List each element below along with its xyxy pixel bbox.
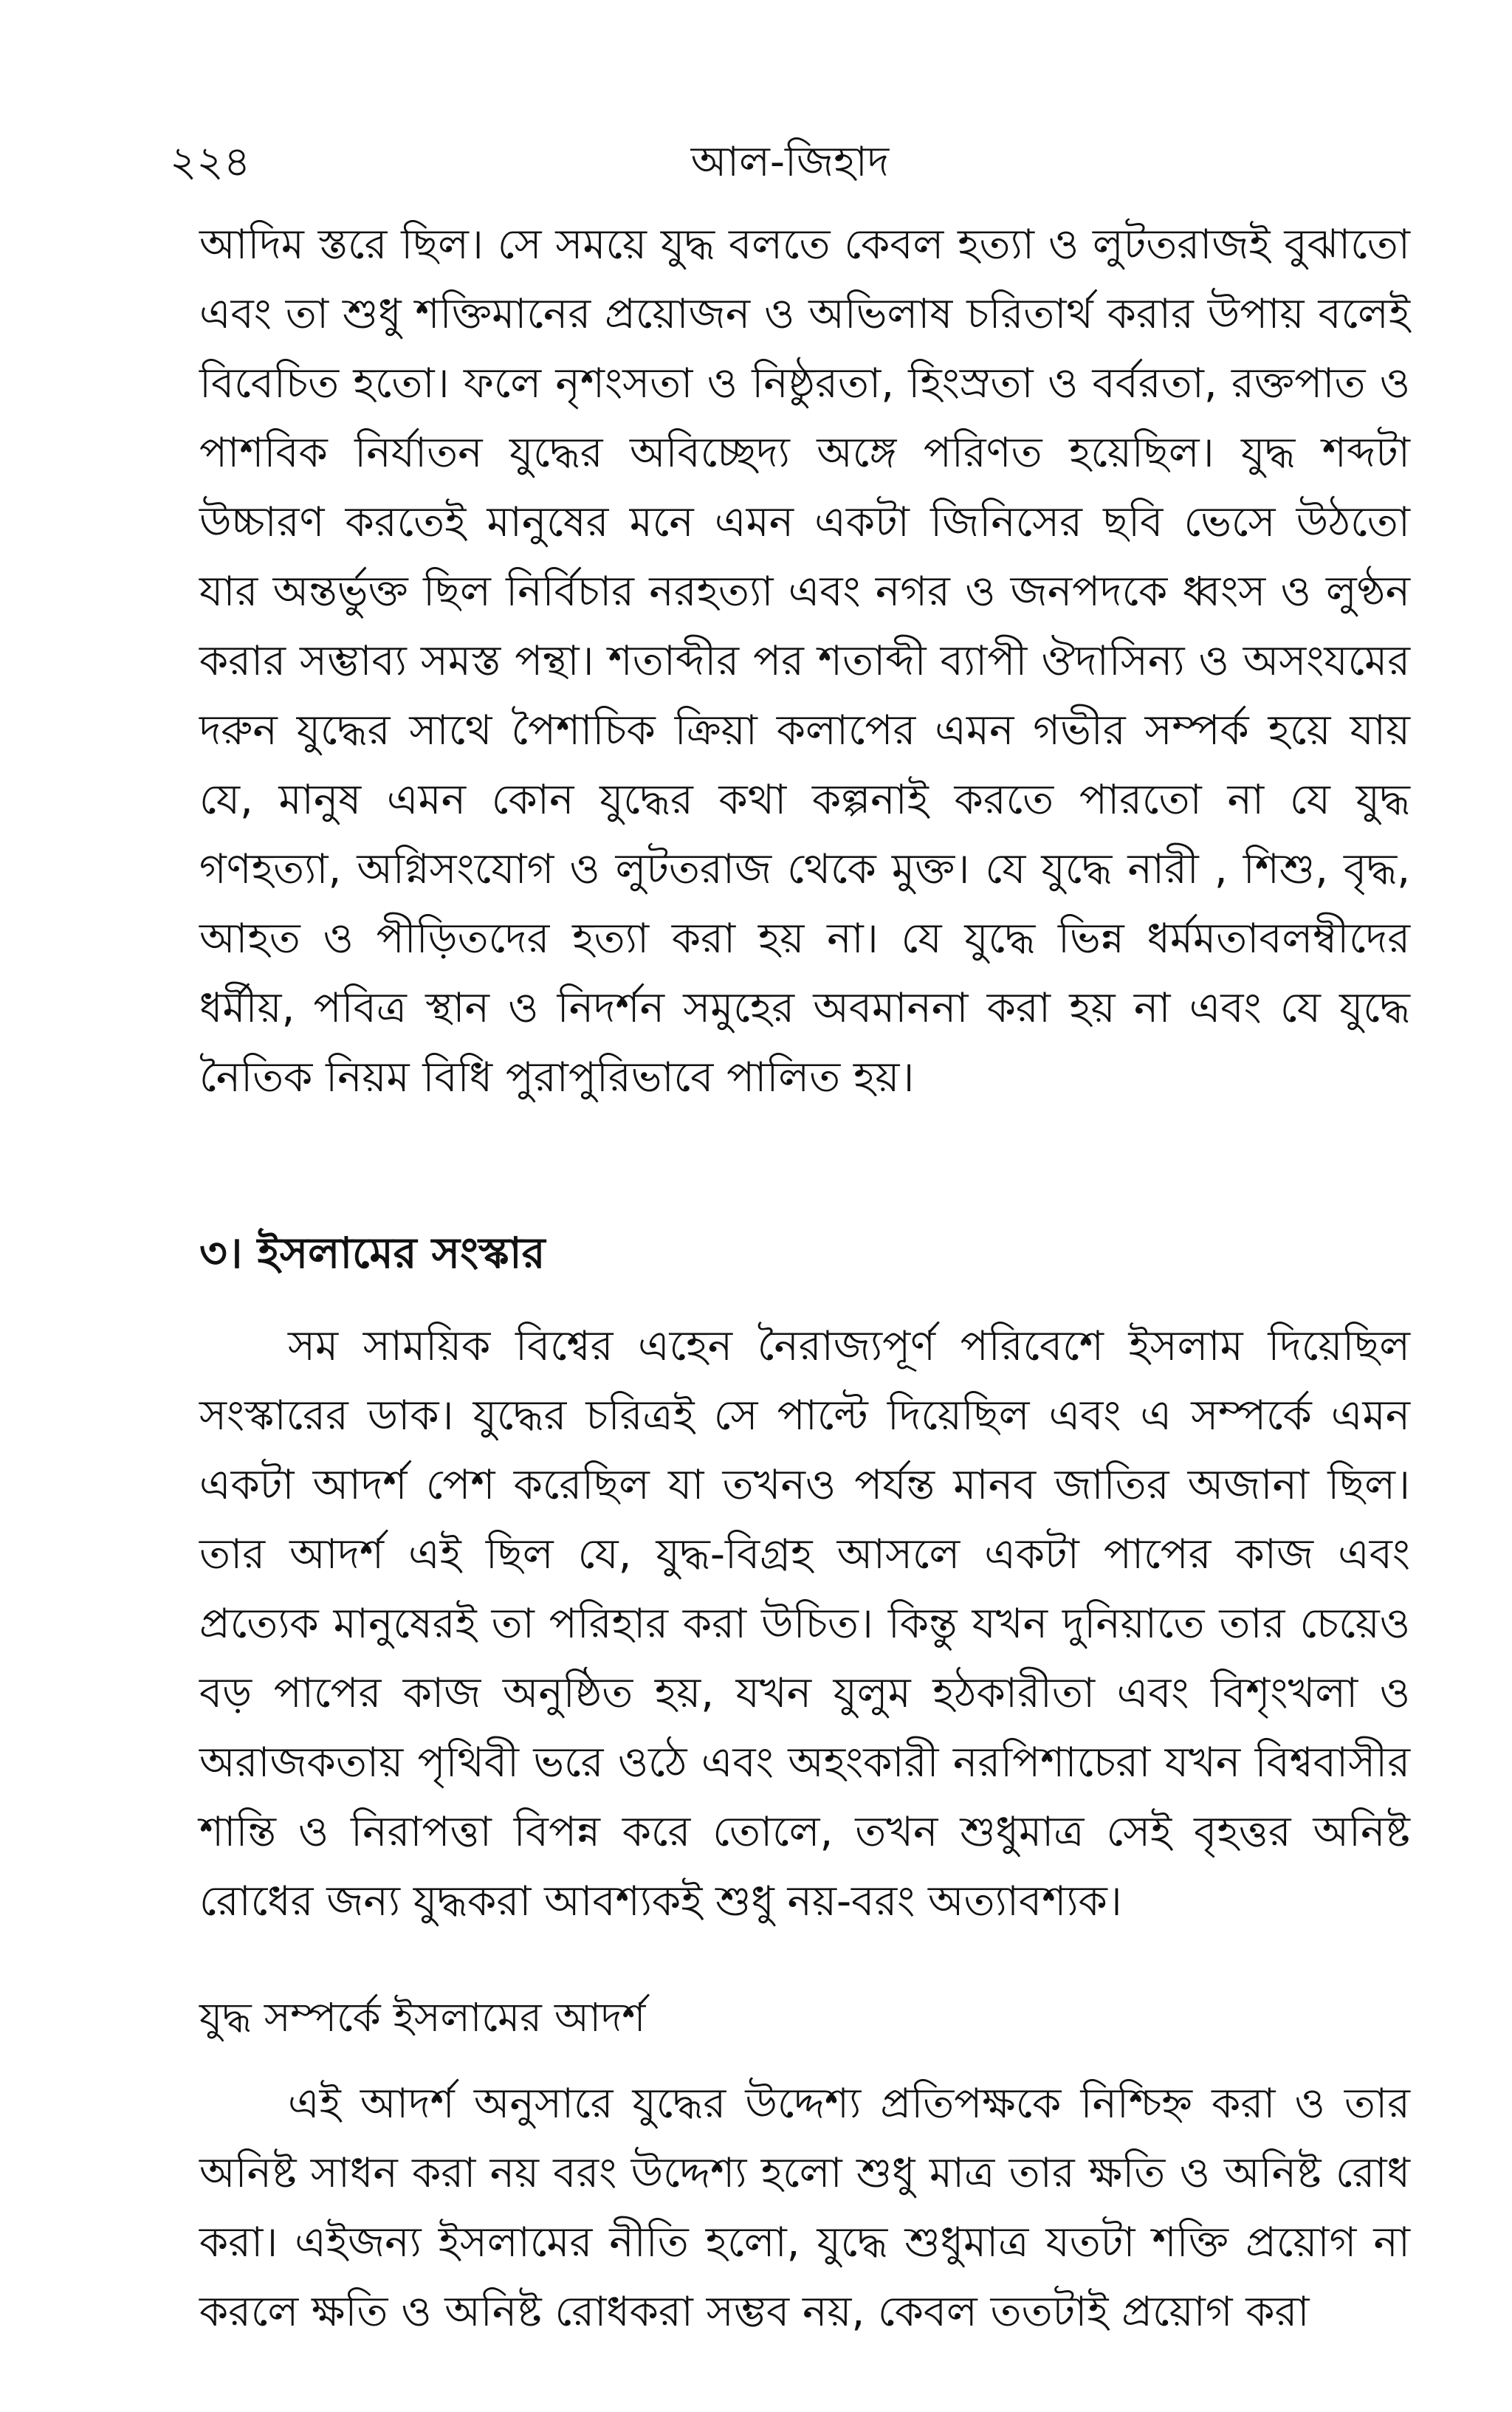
subheading-islamic-ideal-of-war: যুদ্ধ সম্পর্কে ইসলামের আদর্শ <box>199 1994 646 2041</box>
section-heading-islamic-reform: ৩। ইসলামের সংস্কার <box>199 1228 546 1278</box>
paragraph-1: আদিম স্তরে ছিল। সে সময়ে যুদ্ধ বলতে কেবল হত্যা ও লুটতরাজই বুঝাতো এবং তা শুধু শক্তিমানের প্রয়োজন ও অভিলাষ চরিতার্থ করার উপায় বলেই বিবেচিত হতো। ফলে নৃশংসতা ও নিষ্ঠুরতা, হিংস্রতা ও বর্বরতা, রক্তপাত ও পাশবিক নির্যাতন যুদ্ধের অবিচ্ছেদ্য অঙ্গে পরিণত হয়েছিল। যুদ্ধ শব্দটা উচ্চারণ করতেই মানুষের মনে এমন একটা জিনিসের ছবি ভেসে উঠতো যার অন্তর্ভুক্ত ছিল নির্বিচার নরহত্যা এবং নগর ও জনপদকে ধ্বংস ও লুণ্ঠন করার সম্ভাব্য সমস্ত পন্থা। শতাব্দীর পর শতাব্দী ব্যাপী ঔদাসিন্য ও অসংযমের দরুন যুদ্ধের সাথে পৈশাচিক ক্রিয়া কলাপের এমন গভীর সম্পর্ক হয়ে যায় যে, মানুষ এমন কোন যুদ্ধের কথা কল্পনাই করতে পারতো না যে যুদ্ধ গণহত্যা, অগ্নিসংযোগ ও লুটতরাজ থেকে মুক্ত। যে যুদ্ধে নারী , শিশু, বৃদ্ধ, আহত ও পীড়িতদের হত্যা করা হয় না। যে যুদ্ধে ভিন্ন ধর্মমতাবলম্বীদের ধর্মীয়, পবিত্র স্থান ও নিদর্শন সমুহের অবমাননা করা হয় না এবং যে যুদ্ধে নৈতিক নিয়ম বিধি পুরাপুরিভাবে পালিত হয়। <box>199 221 1410 1102</box>
paragraph-3: এই আদর্শ অনুসারে যুদ্ধের উদ্দেশ্য প্রতিপক্ষকে নিশ্চিহ্ন করা ও তার অনিষ্ট সাধন করা নয় বরং উদ্দেশ্য হলো শুধু মাত্র তার ক্ষতি ও অনিষ্ট রোধ করা। এইজন্য ইসলামের নীতি হলো, যুদ্ধে শুধুমাত্র যতটা শক্তি প্রয়োগ না করলে ক্ষতি ও অনিষ্ট রোধকরা সম্ভব নয়, কেবল ততটাই প্রয়োগ করা <box>199 2080 1410 2336</box>
running-title: আল-জিহাদ <box>690 138 890 186</box>
paragraph-2: সম সাময়িক বিশ্বের এহেন নৈরাজ্যপূর্ণ পরিবেশে ইসলাম দিয়েছিল সংস্কারের ডাক। যুদ্ধের চরিত্রই সে পাল্টে দিয়েছিল এবং এ সম্পর্কে এমন একটা আদর্শ পেশ করেছিল যা তখনও পর্যন্ত মানব জাতির অজানা ছিল। তার আদর্শ এই ছিল যে, যুদ্ধ-বিগ্রহ আসলে একটা পাপের কাজ এবং প্রত্যেক মানুষেরই তা পরিহার করা উচিত। কিন্তু যখন দুনিয়াতে তার চেয়েও বড় পাপের কাজ অনুষ্ঠিত হয়, যখন যুলুম হঠকারীতা এবং বিশৃংখলা ও অরাজকতায় পৃথিবী ভরে ওঠে এবং অহংকারী নরপিশাচেরা যখন বিশ্ববাসীর শান্তি ও নিরাপত্তা বিপন্ন করে তোলে, তখন শুধুমাত্র সেই বৃহত্তর অনিষ্ট রোধের জন্য যুদ্ধকরা আবশ্যকই শুধু নয়-বরং অত্যাবশ্যক। <box>199 1322 1410 1925</box>
page-header <box>170 133 1410 199</box>
page-number: ২২৪ <box>170 138 251 186</box>
page-body <box>199 210 1410 2347</box>
